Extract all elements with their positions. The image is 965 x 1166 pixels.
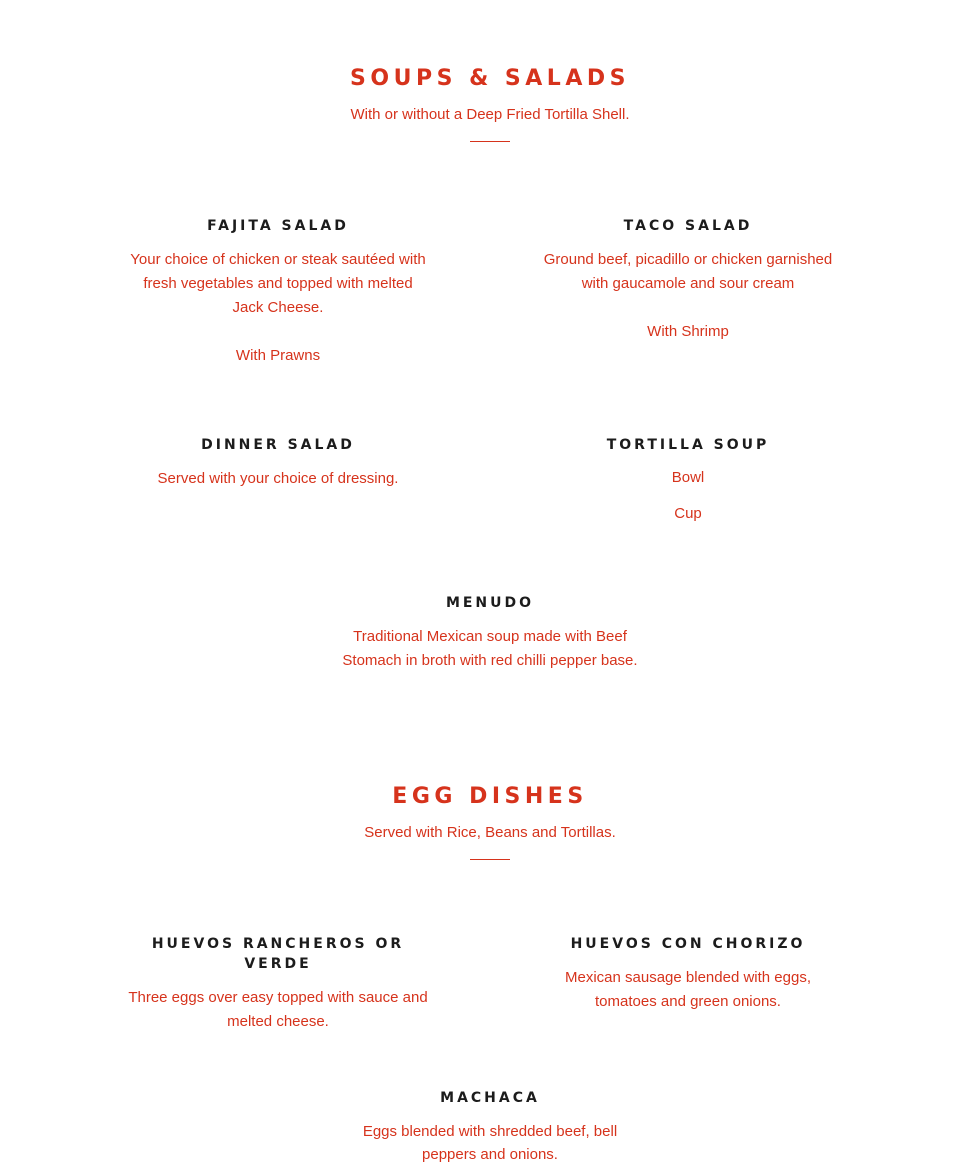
section-subtitle-egg-dishes: Served with Rice, Beans and Tortillas. bbox=[364, 824, 616, 841]
item-description: Ground beef, picadillo or chicken garnished with gaucamole and sour cream bbox=[543, 251, 833, 292]
item-option: With Prawns bbox=[235, 347, 321, 364]
item-name: FAJITA SALAD bbox=[207, 218, 349, 234]
menu-item-huevos-con-chorizo bbox=[548, 934, 828, 1014]
item-name: DINNER SALAD bbox=[201, 437, 355, 453]
menu-item-taco-salad bbox=[533, 216, 843, 344]
menu-item-dinner-salad bbox=[128, 435, 428, 491]
item-name: HUEVOS CON CHORIZO bbox=[570, 936, 806, 952]
item-name: TORTILLA SOUP bbox=[606, 437, 770, 453]
item-option-cup: Cup bbox=[674, 505, 702, 522]
item-option: With Shrimp bbox=[647, 323, 729, 340]
section-subtitle-soups-salads: With or without a Deep Fried Tortilla Shell. bbox=[350, 106, 630, 123]
item-description: Eggs blended with shredded beef, bell peppers and onions. bbox=[362, 1123, 618, 1163]
section-divider bbox=[470, 141, 510, 142]
menu-item-tortilla-soup bbox=[538, 435, 838, 526]
item-description: Your choice of chicken or steak sautéed with fresh vegetables and topped with melted Jack Cheese. bbox=[130, 251, 426, 316]
menu-item-machaca bbox=[340, 1088, 640, 1166]
item-description: Mexican sausage blended with eggs, tomatoes and green onions. bbox=[565, 969, 811, 1010]
section-title-soups-salads: SOUPS & SALADS bbox=[350, 66, 630, 91]
item-description: Three eggs over easy topped with sauce and melted cheese. bbox=[128, 989, 428, 1030]
item-name: MACHACA bbox=[440, 1090, 540, 1106]
menu-item-menudo bbox=[340, 593, 640, 673]
item-name: MENUDO bbox=[445, 595, 535, 611]
item-description: Traditional Mexican soup made with Beef Stomach in broth with red chilli pepper base. bbox=[342, 628, 638, 669]
item-name: TACO SALAD bbox=[623, 218, 753, 234]
item-name: HUEVOS RANCHEROS OR VERDE bbox=[151, 936, 405, 972]
item-description: Served with your choice of dressing. bbox=[157, 470, 399, 487]
section-divider bbox=[470, 859, 510, 860]
item-option-bowl: Bowl bbox=[671, 469, 705, 486]
section-title-egg-dishes: EGG DISHES bbox=[392, 784, 588, 809]
menu-item-fajita-salad bbox=[128, 216, 428, 368]
menu-item-huevos-rancheros bbox=[118, 934, 438, 1034]
